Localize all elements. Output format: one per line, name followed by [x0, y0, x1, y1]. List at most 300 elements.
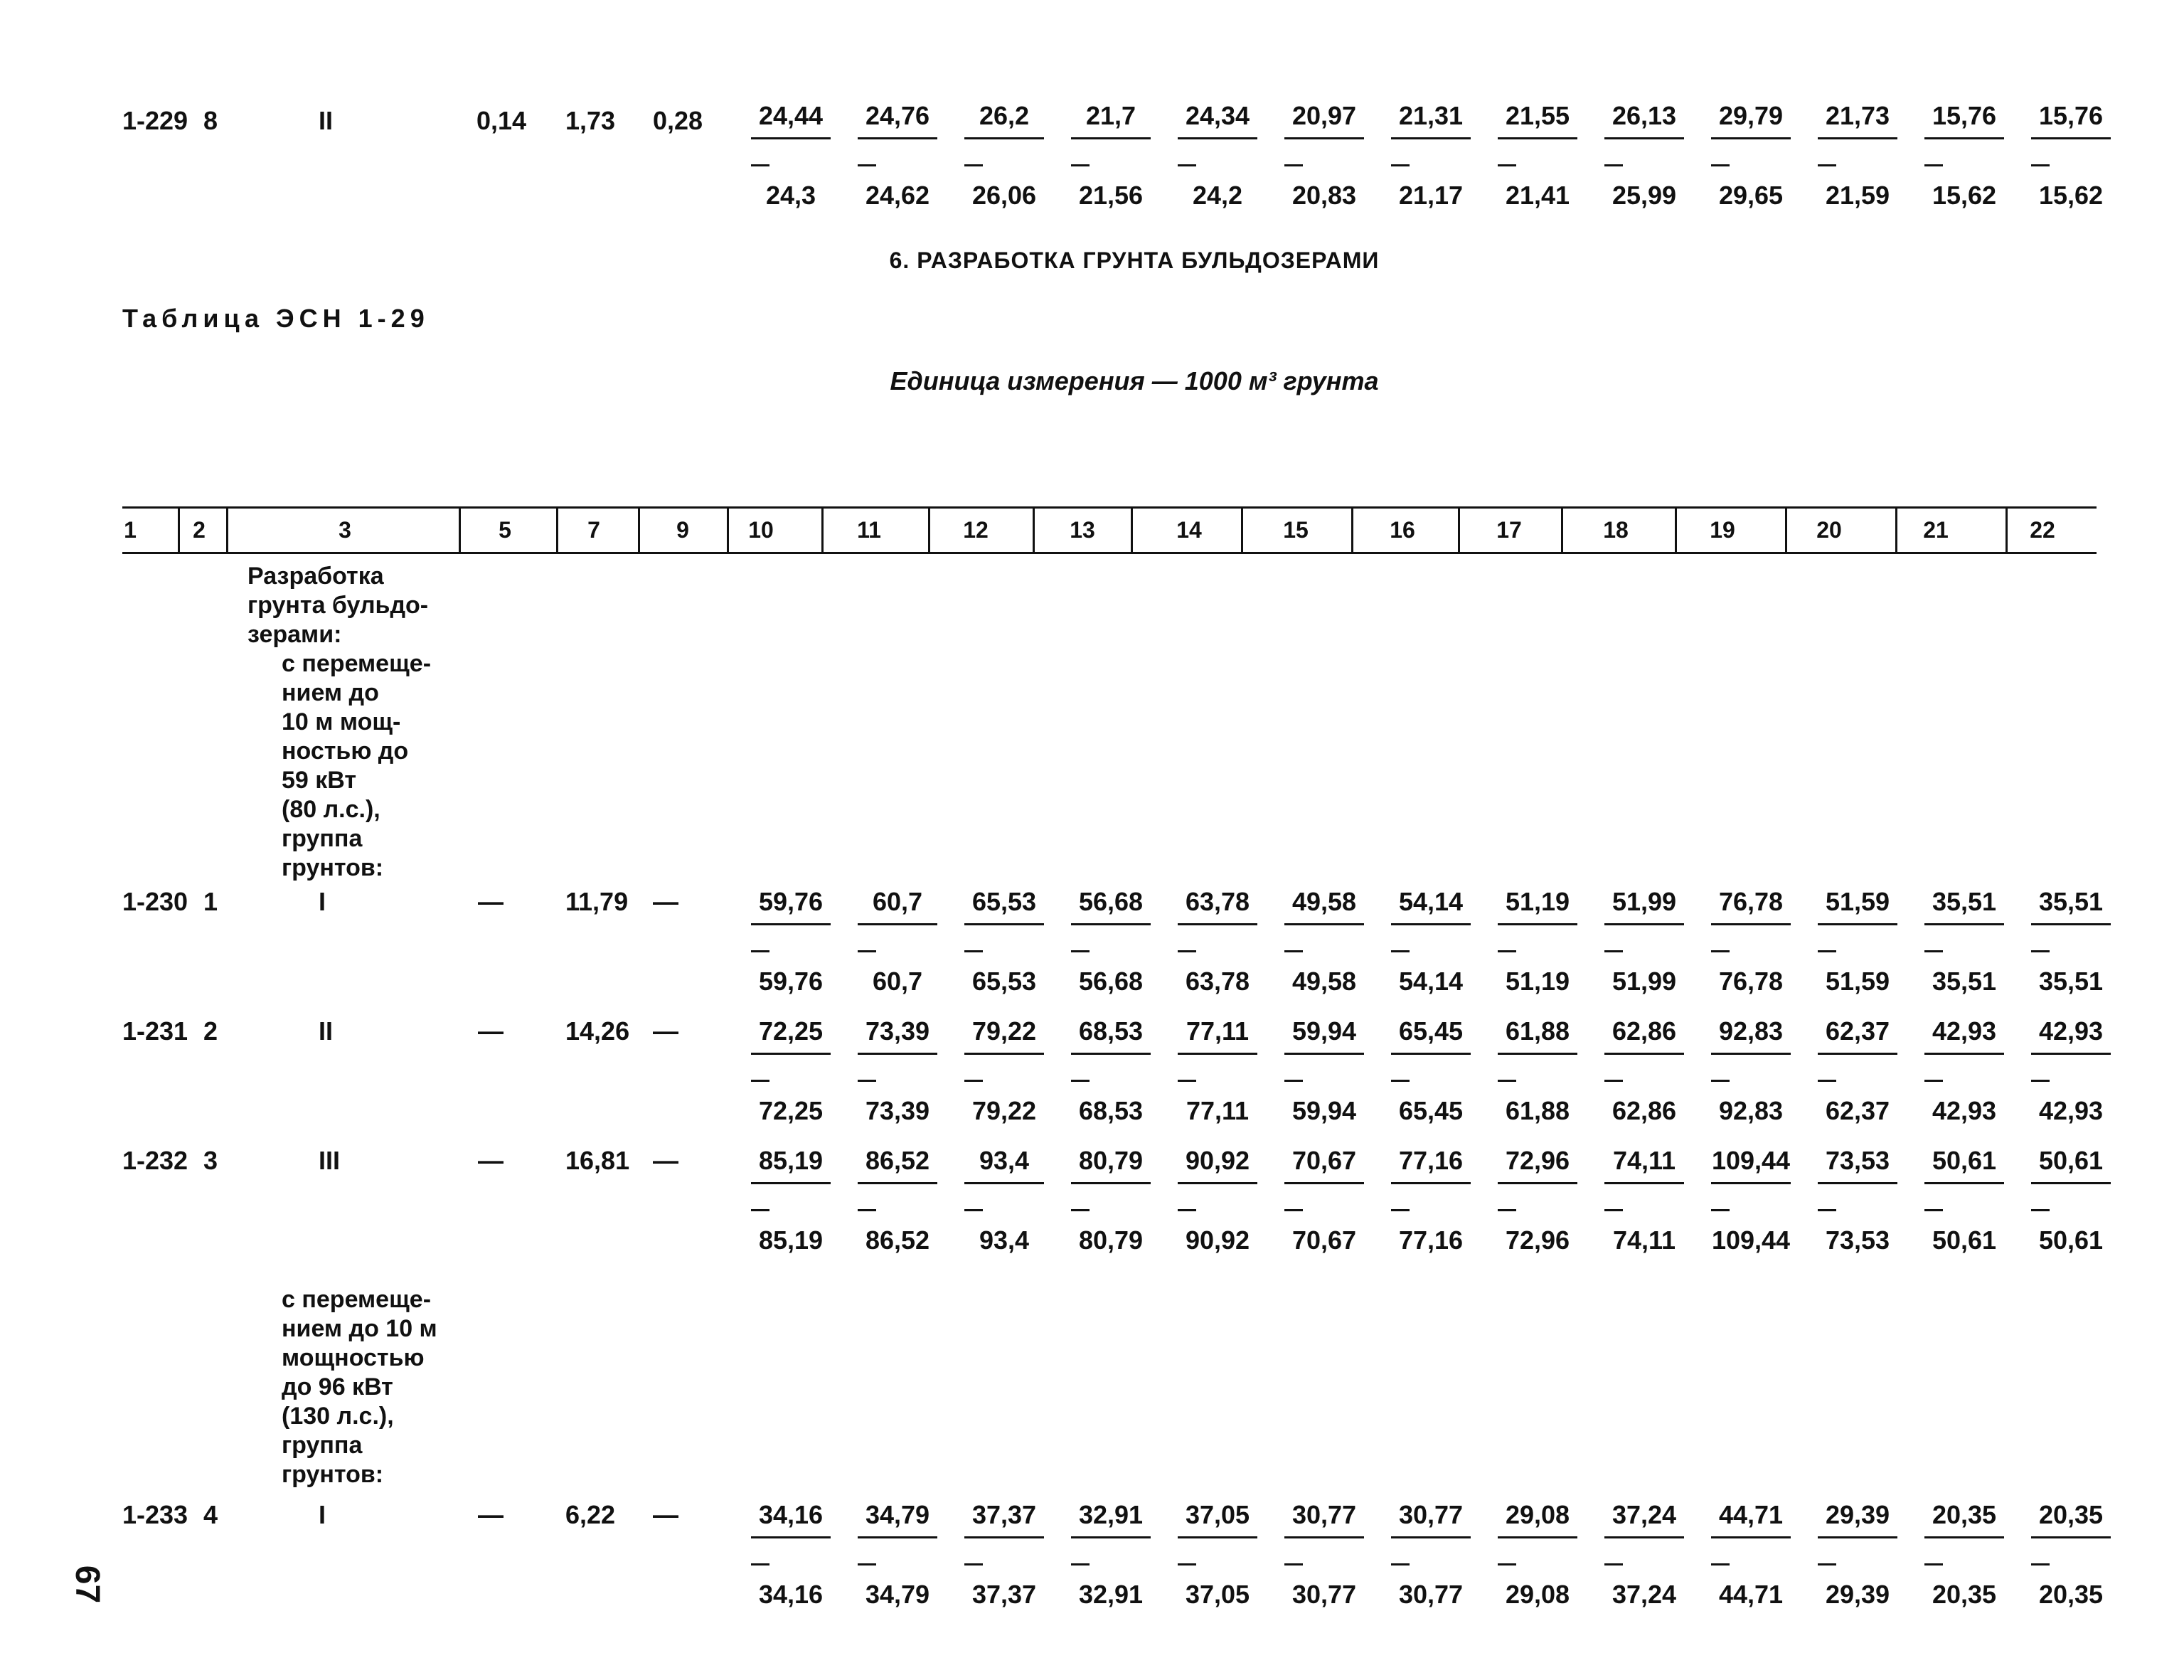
header-bottom-rule	[122, 552, 2097, 554]
fraction-dash	[1071, 1209, 1090, 1211]
header-col-10: 10	[748, 517, 774, 543]
value-denominator: 73,39	[865, 1096, 930, 1125]
row-index: 4	[203, 1500, 218, 1529]
value-denominator: 77,16	[1398, 1226, 1464, 1255]
header-separator	[1895, 508, 1897, 552]
value-numerator: 51,99	[1612, 887, 1677, 916]
value-denominator: 86,52	[865, 1226, 930, 1255]
fraction-dash	[964, 1080, 983, 1082]
value-numerator: 60,7	[872, 887, 923, 916]
value-numerator: 62,37	[1825, 1016, 1890, 1046]
fraction-line	[2031, 1536, 2111, 1538]
value-denominator: 24,3	[765, 181, 816, 210]
fraction-line	[1071, 923, 1151, 925]
header-col-5: 5	[499, 517, 511, 543]
fraction-dash	[1711, 950, 1730, 952]
fraction-line	[1178, 137, 1257, 139]
row-code: 1-231	[122, 1016, 188, 1046]
header-col-18: 18	[1603, 517, 1629, 543]
value-numerator: 21,31	[1398, 101, 1464, 130]
value-denominator: 51,99	[1612, 967, 1677, 996]
fraction-dash	[964, 164, 983, 166]
value-numerator: 65,45	[1398, 1016, 1464, 1046]
fraction-dash	[1284, 1209, 1303, 1211]
row-code: 1-230	[122, 887, 188, 916]
value-denominator: 65,45	[1398, 1096, 1464, 1125]
value-denominator: 109,44	[1711, 1226, 1791, 1255]
fraction-dash	[1178, 164, 1196, 166]
value-denominator: 65,53	[971, 967, 1037, 996]
fraction-dash	[1498, 950, 1516, 952]
row-col7: 6,22	[565, 1500, 616, 1529]
fraction-line	[1391, 923, 1471, 925]
value-numerator: 44,71	[1718, 1500, 1784, 1529]
section-title: 6. РАЗРАБОТКА ГРУНТА БУЛЬДОЗЕРАМИ	[889, 248, 1380, 273]
fraction-line	[1711, 1053, 1791, 1055]
fraction-line	[2031, 137, 2111, 139]
fraction-dash	[1604, 164, 1623, 166]
fraction-line	[858, 137, 937, 139]
row-group: I	[319, 887, 326, 916]
fraction-line	[751, 1182, 831, 1184]
header-top-rule	[122, 506, 2097, 509]
fraction-line	[1604, 1182, 1684, 1184]
value-numerator: 79,22	[971, 1016, 1037, 1046]
value-denominator: 30,77	[1291, 1580, 1357, 1609]
row-group: III	[319, 1146, 341, 1175]
value-numerator: 56,68	[1078, 887, 1144, 916]
fraction-line	[964, 137, 1044, 139]
value-denominator: 37,05	[1185, 1580, 1250, 1609]
value-numerator: 30,77	[1398, 1500, 1464, 1529]
value-denominator: 56,68	[1078, 967, 1144, 996]
header-col-21: 21	[1923, 517, 1949, 543]
row-col9: 0,28	[653, 106, 703, 135]
header-col-19: 19	[1710, 517, 1735, 543]
value-numerator: 49,58	[1291, 887, 1357, 916]
value-denominator: 21,17	[1398, 181, 1464, 210]
value-numerator: 68,53	[1078, 1016, 1144, 1046]
fraction-line	[1924, 137, 2004, 139]
description-96kw: с перемеще- нием до 10 м мощностью до 96 кВт (130 л.с.), группа грунтов:	[282, 1286, 437, 1488]
fraction-line	[1924, 1182, 2004, 1184]
value-numerator: 30,77	[1291, 1500, 1357, 1529]
fraction-dash	[1178, 1080, 1196, 1082]
header-col-3: 3	[339, 517, 351, 543]
fraction-dash	[1924, 1209, 1943, 1211]
fraction-line	[1924, 1053, 2004, 1055]
value-denominator: 42,93	[2038, 1096, 2104, 1125]
fraction-line	[2031, 1053, 2111, 1055]
fraction-line	[1178, 1182, 1257, 1184]
fraction-dash	[858, 1209, 876, 1211]
fraction-line	[964, 923, 1044, 925]
value-denominator: 50,61	[1932, 1226, 1997, 1255]
fraction-line	[1498, 923, 1577, 925]
row-code: 1-232	[122, 1146, 188, 1175]
fraction-line	[1711, 1182, 1791, 1184]
header-separator	[1458, 508, 1460, 552]
value-denominator: 59,76	[758, 967, 824, 996]
fraction-dash	[1391, 950, 1410, 952]
fraction-line	[1711, 137, 1791, 139]
fraction-dash	[1818, 1080, 1836, 1082]
fraction-dash	[1604, 950, 1623, 952]
fraction-line	[1711, 1536, 1791, 1538]
value-denominator: 20,35	[1932, 1580, 1997, 1609]
value-denominator: 37,24	[1612, 1580, 1677, 1609]
value-denominator: 73,53	[1825, 1226, 1890, 1255]
fraction-line	[1178, 923, 1257, 925]
value-numerator: 29,79	[1718, 101, 1784, 130]
header-col-22: 22	[2030, 517, 2055, 543]
fraction-line	[1818, 1053, 1897, 1055]
fraction-dash	[964, 950, 983, 952]
fraction-dash	[1924, 164, 1943, 166]
table-label: Таблица ЭСН 1-29	[122, 304, 430, 333]
value-denominator: 32,91	[1078, 1580, 1144, 1609]
header-separator	[1033, 508, 1035, 552]
value-denominator: 21,56	[1078, 181, 1144, 210]
fraction-line	[858, 1536, 937, 1538]
value-numerator: 59,94	[1291, 1016, 1357, 1046]
fraction-line	[1071, 1182, 1151, 1184]
value-denominator: 85,19	[758, 1226, 824, 1255]
row-col5: —	[478, 1146, 504, 1175]
fraction-dash	[1604, 1563, 1623, 1565]
value-denominator: 26,06	[971, 181, 1037, 210]
fraction-line	[1818, 137, 1897, 139]
fraction-dash	[1711, 1209, 1730, 1211]
value-numerator: 62,86	[1612, 1016, 1677, 1046]
fraction-dash	[1498, 1209, 1516, 1211]
fraction-line	[1818, 1536, 1897, 1538]
fraction-dash	[1071, 950, 1090, 952]
value-denominator: 37,37	[971, 1580, 1037, 1609]
fraction-dash	[1071, 1563, 1090, 1565]
row-col5: —	[478, 887, 504, 916]
fraction-dash	[1924, 1563, 1943, 1565]
fraction-dash	[964, 1209, 983, 1211]
fraction-dash	[1711, 1563, 1730, 1565]
row-col9: —	[653, 887, 678, 916]
fraction-dash	[1498, 1563, 1516, 1565]
fraction-line	[1498, 137, 1577, 139]
value-numerator: 21,73	[1825, 101, 1890, 130]
fraction-dash	[751, 164, 769, 166]
value-denominator: 72,25	[758, 1096, 824, 1125]
fraction-dash	[1284, 1080, 1303, 1082]
row-col7: 11,79	[565, 887, 629, 916]
fraction-dash	[2031, 1209, 2050, 1211]
fraction-line	[1604, 1053, 1684, 1055]
fraction-dash	[1178, 1563, 1196, 1565]
fraction-dash	[2031, 164, 2050, 166]
fraction-line	[1498, 1536, 1577, 1538]
header-separator	[1675, 508, 1677, 552]
header-separator	[459, 508, 461, 552]
fraction-dash	[1818, 1209, 1836, 1211]
value-numerator: 73,53	[1825, 1146, 1890, 1175]
value-numerator: 34,79	[865, 1500, 930, 1529]
value-numerator: 29,08	[1505, 1500, 1570, 1529]
row-col5: —	[478, 1500, 504, 1529]
header-col-7: 7	[587, 517, 600, 543]
fraction-line	[1604, 1536, 1684, 1538]
value-numerator: 37,05	[1185, 1500, 1250, 1529]
value-numerator: 24,34	[1185, 101, 1250, 130]
value-denominator: 25,99	[1612, 181, 1677, 210]
value-denominator: 50,61	[2038, 1226, 2104, 1255]
value-numerator: 61,88	[1505, 1016, 1570, 1046]
value-denominator: 92,83	[1718, 1096, 1784, 1125]
row-col9: —	[653, 1016, 678, 1046]
header-col-20: 20	[1816, 517, 1842, 543]
row-col5: —	[478, 1016, 504, 1046]
page-number: 67	[68, 1565, 107, 1604]
value-numerator: 93,4	[979, 1146, 1030, 1175]
value-numerator: 50,61	[2038, 1146, 2104, 1175]
fraction-dash	[1924, 950, 1943, 952]
row-index: 3	[203, 1146, 218, 1175]
fraction-line	[1178, 1536, 1257, 1538]
value-denominator: 29,39	[1825, 1580, 1890, 1609]
fraction-line	[751, 923, 831, 925]
value-denominator: 35,51	[2038, 967, 2104, 996]
fraction-dash	[751, 1209, 769, 1211]
value-numerator: 72,25	[758, 1016, 824, 1046]
value-denominator: 20,83	[1291, 181, 1357, 210]
value-numerator: 73,39	[865, 1016, 930, 1046]
row-code: 1-233	[122, 1500, 188, 1529]
fraction-line	[751, 137, 831, 139]
value-numerator: 24,76	[865, 101, 930, 130]
fraction-line	[1071, 1536, 1151, 1538]
value-numerator: 37,24	[1612, 1500, 1677, 1529]
fraction-line	[1498, 1053, 1577, 1055]
value-numerator: 51,59	[1825, 887, 1890, 916]
value-denominator: 90,92	[1185, 1226, 1250, 1255]
fraction-dash	[1178, 1209, 1196, 1211]
value-denominator: 44,71	[1718, 1580, 1784, 1609]
fraction-line	[1391, 137, 1471, 139]
value-numerator: 20,97	[1291, 101, 1357, 130]
value-numerator: 80,79	[1078, 1146, 1144, 1175]
header-col-13: 13	[1070, 517, 1095, 543]
fraction-line	[858, 1182, 937, 1184]
fraction-line	[1924, 1536, 2004, 1538]
fraction-line	[751, 1053, 831, 1055]
row-index: 8	[203, 106, 218, 135]
fraction-dash	[858, 1563, 876, 1565]
value-numerator: 85,19	[758, 1146, 824, 1175]
fraction-line	[1284, 1053, 1364, 1055]
value-numerator: 35,51	[1932, 887, 1997, 916]
fraction-dash	[2031, 950, 2050, 952]
value-denominator: 59,94	[1291, 1096, 1357, 1125]
fraction-dash	[1818, 164, 1836, 166]
fraction-line	[1391, 1536, 1471, 1538]
fraction-dash	[1391, 1209, 1410, 1211]
fraction-line	[964, 1182, 1044, 1184]
value-numerator: 70,67	[1291, 1146, 1357, 1175]
row-group: II	[319, 1016, 334, 1046]
description-main: Разработка грунта бульдо- зерами:	[247, 563, 429, 648]
header-separator	[727, 508, 729, 552]
row-col5: 0,14	[476, 106, 527, 135]
fraction-line	[1178, 1053, 1257, 1055]
fraction-line	[1284, 137, 1364, 139]
value-numerator: 42,93	[2038, 1016, 2104, 1046]
value-numerator: 32,91	[1078, 1500, 1144, 1529]
header-col-9: 9	[676, 517, 689, 543]
fraction-dash	[1284, 164, 1303, 166]
fraction-line	[1284, 923, 1364, 925]
fraction-line	[751, 1536, 831, 1538]
value-numerator: 35,51	[2038, 887, 2104, 916]
fraction-line	[1071, 137, 1151, 139]
value-denominator: 62,86	[1612, 1096, 1677, 1125]
row-code: 1-229	[122, 106, 188, 135]
fraction-dash	[751, 1563, 769, 1565]
fraction-dash	[1071, 164, 1090, 166]
row-col7: 1,73	[565, 106, 616, 135]
row-col9: —	[653, 1500, 678, 1529]
header-separator	[638, 508, 640, 552]
fraction-dash	[1818, 950, 1836, 952]
header-col-16: 16	[1390, 517, 1415, 543]
fraction-dash	[1711, 164, 1730, 166]
header-separator	[1241, 508, 1243, 552]
fraction-line	[1391, 1053, 1471, 1055]
fraction-line	[1604, 137, 1684, 139]
fraction-line	[2031, 923, 2111, 925]
value-denominator: 68,53	[1078, 1096, 1144, 1125]
value-numerator: 74,11	[1612, 1146, 1676, 1175]
fraction-dash	[2031, 1563, 2050, 1565]
fraction-dash	[1924, 1080, 1943, 1082]
value-numerator: 90,92	[1185, 1146, 1250, 1175]
header-separator	[1561, 508, 1563, 552]
value-denominator: 20,35	[2038, 1580, 2104, 1609]
value-numerator: 42,93	[1932, 1016, 1997, 1046]
value-denominator: 70,67	[1291, 1226, 1357, 1255]
fraction-line	[2031, 1182, 2111, 1184]
fraction-line	[1924, 923, 2004, 925]
value-denominator: 42,93	[1932, 1096, 1997, 1125]
row-group: I	[319, 1500, 326, 1529]
value-denominator: 21,59	[1825, 181, 1890, 210]
fraction-line	[1498, 1182, 1577, 1184]
value-numerator: 37,37	[971, 1500, 1037, 1529]
header-col-2: 2	[193, 517, 206, 543]
value-numerator: 29,39	[1825, 1500, 1890, 1529]
value-denominator: 15,62	[1932, 181, 1997, 210]
header-separator	[1131, 508, 1133, 552]
fraction-line	[1071, 1053, 1151, 1055]
value-numerator: 51,19	[1505, 887, 1570, 916]
fraction-dash	[751, 950, 769, 952]
value-numerator: 109,44	[1711, 1146, 1791, 1175]
value-numerator: 76,78	[1718, 887, 1784, 916]
value-numerator: 59,76	[758, 887, 824, 916]
value-numerator: 77,16	[1398, 1146, 1464, 1175]
value-denominator: 72,96	[1505, 1226, 1570, 1255]
value-denominator: 60,7	[872, 967, 923, 996]
header-separator	[556, 508, 558, 552]
fraction-dash	[964, 1563, 983, 1565]
value-denominator: 61,88	[1505, 1096, 1570, 1125]
fraction-dash	[1711, 1080, 1730, 1082]
value-numerator: 65,53	[971, 887, 1037, 916]
value-numerator: 50,61	[1932, 1146, 1997, 1175]
value-denominator: 29,65	[1718, 181, 1784, 210]
fraction-line	[1818, 1182, 1897, 1184]
fraction-line	[858, 1053, 937, 1055]
fraction-dash	[1604, 1209, 1623, 1211]
header-col-15: 15	[1283, 517, 1309, 543]
value-denominator: 35,51	[1932, 967, 1997, 996]
value-denominator: 93,4	[979, 1226, 1030, 1255]
fraction-line	[1284, 1182, 1364, 1184]
row-col7: 14,26	[565, 1016, 630, 1046]
value-numerator: 34,16	[758, 1500, 824, 1529]
value-denominator: 29,08	[1505, 1580, 1570, 1609]
value-denominator: 77,11	[1186, 1096, 1250, 1125]
row-index: 2	[203, 1016, 218, 1046]
header-separator	[178, 508, 180, 552]
value-numerator: 24,44	[758, 101, 824, 130]
fraction-line	[1391, 1182, 1471, 1184]
fraction-dash	[1498, 164, 1516, 166]
value-numerator: 26,13	[1612, 101, 1677, 130]
value-denominator: 62,37	[1825, 1096, 1890, 1125]
fraction-dash	[1284, 950, 1303, 952]
value-numerator: 86,52	[865, 1146, 930, 1175]
header-col-11: 11	[857, 517, 881, 543]
value-denominator: 21,41	[1505, 181, 1570, 210]
fraction-dash	[858, 1080, 876, 1082]
value-denominator: 63,78	[1185, 967, 1250, 996]
header-col-1: 1	[124, 517, 137, 543]
value-denominator: 51,19	[1505, 967, 1570, 996]
fraction-line	[1818, 923, 1897, 925]
fraction-dash	[1604, 1080, 1623, 1082]
value-numerator: 15,76	[1932, 101, 1997, 130]
value-denominator: 54,14	[1398, 967, 1464, 996]
value-denominator: 15,62	[2038, 181, 2104, 210]
value-denominator: 24,62	[865, 181, 930, 210]
description-59kw: с перемеще- нием до 10 м мощ- ностью до 59 кВт (80 л.с.), группа грунтов:	[282, 650, 432, 881]
value-numerator: 54,14	[1398, 887, 1464, 916]
value-denominator: 51,59	[1825, 967, 1890, 996]
fraction-line	[858, 923, 937, 925]
value-numerator: 15,76	[2038, 101, 2104, 130]
fraction-line	[964, 1053, 1044, 1055]
row-index: 1	[203, 887, 218, 916]
row-col9: —	[653, 1146, 678, 1175]
fraction-dash	[1284, 1563, 1303, 1565]
fraction-line	[1284, 1536, 1364, 1538]
value-numerator: 72,96	[1505, 1146, 1570, 1175]
fraction-dash	[1071, 1080, 1090, 1082]
header-separator	[1785, 508, 1787, 552]
value-numerator: 92,83	[1718, 1016, 1784, 1046]
fraction-dash	[1178, 950, 1196, 952]
fraction-dash	[1391, 1080, 1410, 1082]
value-denominator: 30,77	[1398, 1580, 1464, 1609]
header-separator	[928, 508, 930, 552]
